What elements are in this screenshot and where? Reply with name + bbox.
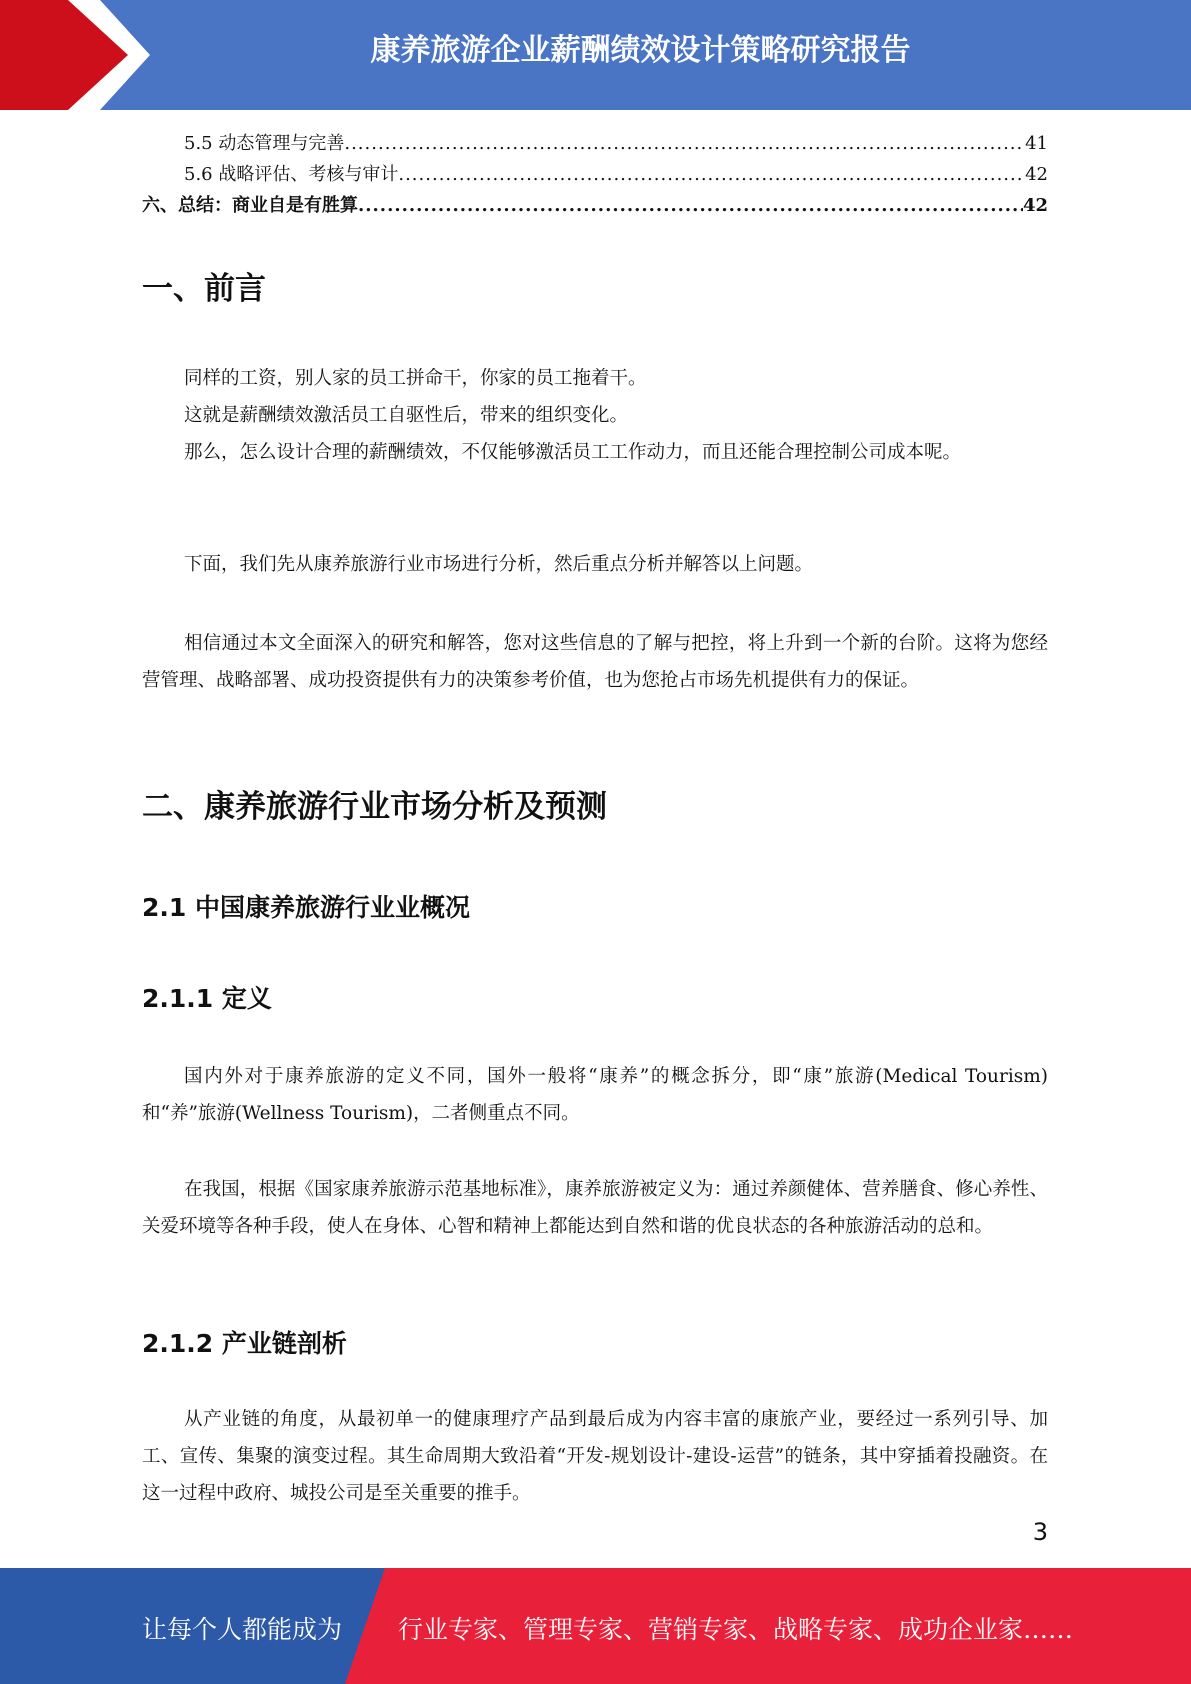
section-heading-preface: 一、前言 (142, 271, 266, 307)
paragraph: 国内外对于康养旅游的定义不同，国外一般将“康养”的概念拆分，即“康”旅游(Medical Tourism)和“养”旅游(Wellness Tourism)，二者侧重点不同。 (142, 1066, 1048, 1124)
paragraph: 下面，我们先从康养旅游行业市场进行分析，然后重点分析并解答以上问题。 (184, 554, 814, 575)
section-heading-market-analysis: 二、康养旅游行业市场分析及预测 (142, 789, 607, 825)
toc-entry[interactable] (142, 128, 1048, 159)
toc-entry-label: 5.6 战略评估、考核与审计 (184, 164, 399, 185)
footer-slogan-right: 行业专家、管理专家、营销专家、战略专家、成功企业家…… (398, 1615, 1074, 1644)
toc-entry-label: 六、总结：商业自是有胜算 (142, 195, 358, 216)
paragraph: 从产业链的角度，从最初单一的健康理疗产品到最后成为内容丰富的康旅产业，要经过一系列引导、加工、宣传、集聚的演变过程。其生命周期大致沿着“开发-规划设计-建设-运营”的链条，其中穿插着投融资。在这一过程中政府、城投公司是至关重要的推手。 (142, 1409, 1048, 1504)
toc-entry[interactable] (142, 190, 1048, 221)
paragraph: 相信通过本文全面深入的研究和解答，您对这些信息的了解与把控，将上升到一个新的台阶。这将为您经营管理、战略部署、成功投资提供有力的决策参考价值，也为您抢占市场先机提供有力的保证。 (142, 633, 1048, 691)
paragraph: 同样的工资，别人家的员工拼命干，你家的员工拖着干。 (184, 368, 647, 389)
page-footer (0, 1568, 1191, 1684)
toc-leader-dots (358, 190, 1023, 221)
paragraph: 在我国，根据《国家康养旅游示范基地标准》，康养旅游被定义为：通过养颜健体、营养膳食、修心养性、关爱环境等各种手段，使人在身体、心智和精神上都能达到自然和谐的优良状态的各种旅游活动的总和。 (142, 1179, 1048, 1237)
footer-slogan-left: 让每个人都能成为 (142, 1615, 343, 1644)
toc-entry-page: 42 (1025, 164, 1048, 185)
toc-entry[interactable] (142, 159, 1048, 190)
toc-leader-dots (344, 128, 1025, 159)
toc-entry-label: 5.5 动态管理与完善 (184, 133, 345, 154)
page-number: 3 (1032, 1518, 1048, 1546)
toc-entry-page: 42 (1022, 195, 1048, 216)
subsection-heading-definition: 2.1.1 定义 (142, 984, 272, 1013)
toc-entry-page: 41 (1025, 133, 1048, 154)
table-of-contents (142, 128, 1048, 221)
subsection-heading-overview: 2.1 中国康养旅游行业业概况 (142, 893, 470, 922)
toc-leader-dots (398, 159, 1025, 190)
report-title: 康养旅游企业薪酬绩效设计策略研究报告 (370, 33, 911, 68)
subsection-heading-industry-chain: 2.1.2 产业链剖析 (142, 1329, 347, 1358)
paragraph: 那么，怎么设计合理的薪酬绩效，不仅能够激活员工工作动力，而且还能合理控制公司成本呢。 (184, 442, 962, 463)
page-header (0, 0, 1191, 110)
paragraph: 这就是薪酬绩效激活员工自驱性后，带来的组织变化。 (184, 405, 629, 426)
